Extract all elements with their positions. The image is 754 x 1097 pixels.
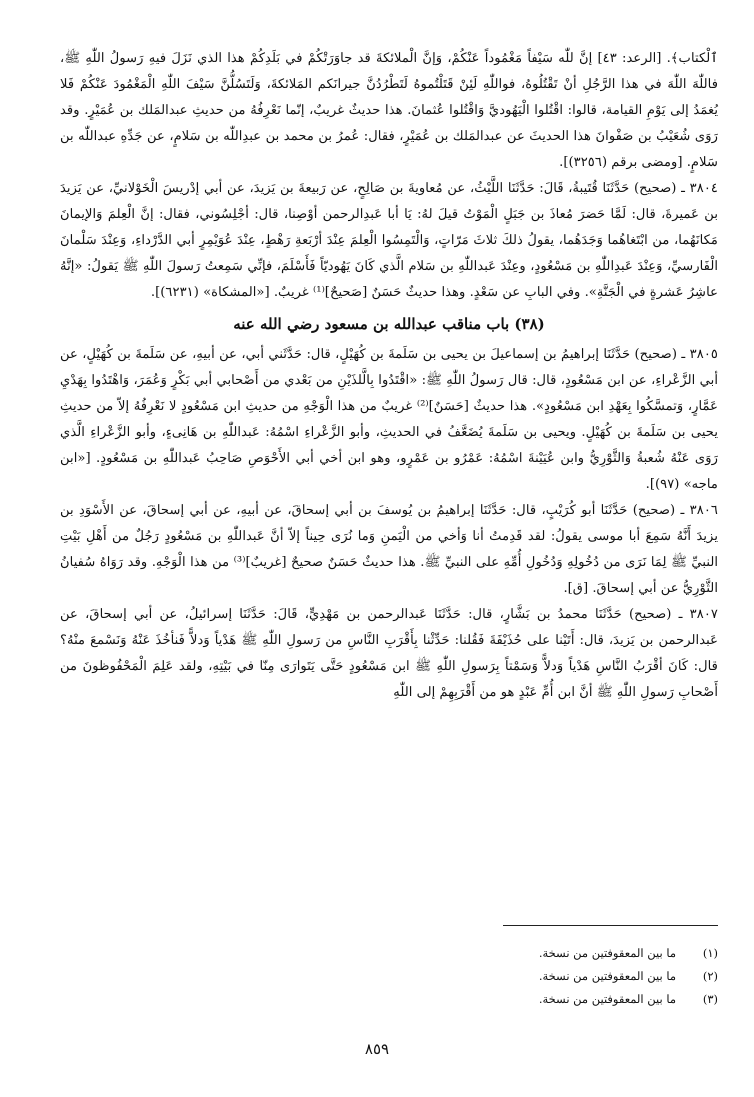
chapter-heading: (٣٨) باب مناقب عبدالله بن مسعود رضي الله عنه (233, 315, 545, 333)
footnote-text: ما بين المعقوفتين من نسخة. (538, 992, 676, 1006)
hadith-3805: ٣٨٠٥ ـ (صحيح) حَدَّثَنَا إبراهيمُ بن إسماعيلَ بن يحيى بن سَلَمةَ بن كُهَيْلٍ، قال: حَدَّثَني أبي، عن أبيهِ، عن سَلَمةَ بن كُهَيْلٍ، عن أبي الزَّعْراءِ، عن ابن مَسْعُودٍ، قال: قال رَسولُ اللّٰهِ ﷺ: «اقْتَدُوا بِالَّلذَيْنِ من بَعْدي من أَصْحابي أبي بَكْرٍ وَعُمَرَ، وَاهْتَدُوا بِهَدْيِ عَمَّارٍ، وَتمسَّكُوا بِعَهْدِ ابن مَسْعُودٍ». هذا حديثٌ [حَسَنٌ]⁽²⁾ غريبٌ من هذا الْوَجْهِ من حديثِ ابن مَسْعُودٍ لا نَعْرِفُهُ إلاّ من حديثِ يحيى بن سَلَمةَ بن كُهَيْلٍ. ويحيى بن سَلَمةَ يُضَعَّفُ في الحديثِ، وأبو الزَّعْراءِ اسْمُهُ: عَبداللّٰهِ بن هَانِىءٍ، وأبو الزَّعْراءِ الَّذي رَوَى عَنْهُ شُعبةُ وَالثَّوْرِيُّ وابن عُيَيْنةَ اسْمُهُ: عَمْرُو بن عَمْرٍو، وهو ابن أخي أبي الأَحْوَصِ صَاحِبُ عَبداللّٰهِ بن مَسْعُودٍ. [«ابن ماجه» (٩٧)]. (60, 347, 718, 492)
main-text (60, 46, 718, 706)
footnotes (300, 942, 718, 1011)
footnote-separator (503, 925, 718, 926)
footnote (300, 965, 718, 988)
hadith-3806: ٣٨٠٦ ـ (صحيح) حَدَّثَنَا أبو كُرَيْبٍ، قال: حَدَّثَنَا إبراهيمُ بن يُوسفَ بن أبي إسحاقَ، عن أبيهِ، عن أبي إسحاقَ، عن الأَسْوَدِ بن يزيدَ أَنَّهُ سَمِعَ أبا موسى يقولُ: لقد قَدِمتُ أنا وَأخي من الْيَمنِ وَما نُرَى حِيناً إلاّ أنَّ عَبداللّٰهِ بن مَسْعُودٍ رَجُلٌ من أَهْلِ بَيْتِ النبيِّ ﷺ لِمَا نَرَى من دُخُولِهِ وَدُخُولِ أُمِّهِ على النبيِّ ﷺ. هذا حديثٌ حَسَنٌ صحيحٌ [غريبٌ]⁽³⁾ من هذا الْوَجْهِ. وقد رَوَاهُ سُفيانُ الثَّوْرِيُّ عن أبي إسحاقَ. [ق]. (60, 503, 718, 596)
hadith-3803-continuation: ٱلْكتاب﴾. [الرعد: ٤٣] إنَّ للّٰه سَيْفاً مَغْمُوداً عَنْكُمْ، وَإنَّ الْملائكةَ قد جاوَرَتْكُمْ في بَلَدِكُمْ هذا الذي نَزَلَ فيهِ رَسولُ اللّٰهِ ﷺ، فاللّٰهَ اللّٰهَ في هذا الرَّجُلِ أنْ تَقْتُلُوهُ، فواللّٰهِ لَئِنْ قَتَلْتُموهُ لَتَطْرُدُنَّ جيرانَكم المَلائكةَ، وَلَتَسُلُّنَّ سَيْفَ اللّٰهِ الْمَغْمُودَ عَنْكُمْ فَلا يُغمَدُ إلى يَوْمِ القيامة، قالوا: اقْتُلوا الْيَهُوديَّ وَاقْتُلوا عُثمانَ. هذا حديثٌ غريبٌ، إنّما نَعْرِفُهُ من حديثِ عبدالمَلك بن عُمَيْرٍ. وقد رَوَى شُعَيْبُ بن صَفْوانَ هذا الحديثَ عن عبدالمَلك بن عُمَيْرٍ، فقال: عُمرُ بن محمد بن عبدِاللّٰه بن سَلامٍ، عن جَدِّهِ عبداللّٰه بن سَلامٍ. [ومضى برقم (٣٢٥٦)]. (60, 51, 718, 170)
hadith-3804: ٣٨٠٤ ـ (صحيح) حَدَّثَنَا قُتَيبةُ، قَالَ: حَدَّثَنَا اللَّيْثُ، عن مُعاويةَ بن صَالِحٍ، عن رَبيعةَ بن يَزيدَ، عن أبي إدْريسَ الْخَوْلانيِّ، عن يَزيدَ بن عَميرةَ، قال: لَمَّا حَضرَ مُعاذَ بن جَبَلٍ الْمَوْتُ قيلَ لهُ: يَا أبا عَبدِالرحمن أوْصِنا، قال: أجْلِسُوني، فقال: إنَّ الْعِلمَ وَالإيمانَ مَكانَهُما، من ابْتَغاهُما وَجَدَهُما، يقولُ ذلكَ ثلاثَ مَرّاتٍ، وَالْتَمِسُوا الْعِلمَ عِنْدَ أرْبَعةِ رَهْطٍ، عِنْدَ عُوَيْمِرٍ أبي الدَّرْداءِ، وَعِنْدَ سَلْمانَ الْفَارسيِّ، وَعِنْدَ عَبدِاللّٰهِ بن مَسْعُودٍ، وعِنْدَ عَبداللّٰهِ بن سَلام الَّذي كَانَ يَهُوديّاً فَأَسْلَمَ، فإنِّي سَمِعتُ رَسولَ اللّٰهِ ﷺ يَقولُ: «إنَّهُ عاشِرُ عَشرةٍ في الْجَنَّةِ». وفي البابِ عن سَعْدٍ. وهذا حديثٌ حَسَنٌ [صَحيحٌ]⁽¹⁾ غريبٌ. [«المشكاة» (٦٢٣١)]. (60, 181, 718, 300)
footnote-number: (١) (702, 946, 718, 960)
page-number: ٨٥٩ (364, 1040, 390, 1058)
footnote (300, 988, 718, 1011)
footnote-number: (٣) (702, 992, 718, 1006)
footnote-text: ما بين المعقوفتين من نسخة. (538, 969, 676, 983)
footnote-text: ما بين المعقوفتين من نسخة. (538, 946, 676, 960)
footnote-number: (٢) (702, 969, 718, 983)
hadith-3807: ٣٨٠٧ ـ (صحيح) حَدَّثَنَا محمدُ بن بَشَّارٍ، قال: حَدَّثَنَا عَبدالرحمن بن مَهْدِيٍّ، قَالَ: حَدَّثَنَا إسرائيلُ، عن أبي إسحاقَ، عن عَبدالرحمن بن يَزيدَ، قال: أَتَيْنا على حُذَيْفَةَ فَقُلنا: حَدِّثْنا بِأَقْرَبِ النَّاسِ من رَسولِ اللّٰهِ ﷺ هَدْياً وَدلاًّ فَنأخُذَ عَنْهُ وَنَسْمعَ منْهُ؟ قال: كَانَ أقْرَبُ النَّاسِ هَدْياً وَدلاًّ وَسَمْتاً بِرَسولِ اللّٰهِ ﷺ ابن مَسْعُودٍ حَتَّى يَتَوارَى مِنّا في بَيْتِهِ، ولقد عَلِمَ الْمَحْفُوظونَ من أَصْحابِ رَسولِ اللّٰهِ ﷺ أنَّ ابن أُمِّ عَبْدٍ هو من أَقْرَبِهِمْ إلى اللّٰهِ (60, 607, 718, 700)
footnote (300, 942, 718, 965)
